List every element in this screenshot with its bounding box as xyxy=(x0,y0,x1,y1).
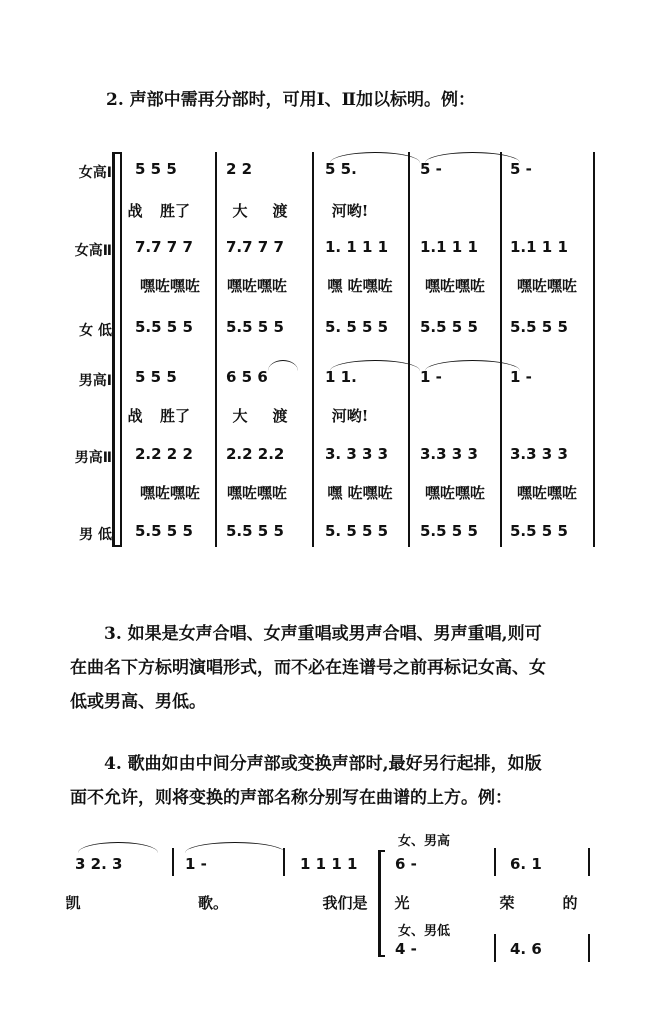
part-label: 女 低 xyxy=(79,323,112,339)
measure: 5 - xyxy=(510,160,532,178)
measure: 2.2 2 2 xyxy=(135,445,193,463)
measure: 5.5 5 5 xyxy=(226,318,284,336)
measure: 6 5 6 xyxy=(226,368,268,386)
measure: 6 - xyxy=(395,855,417,873)
measure: 5 5 5 xyxy=(135,160,177,178)
slur xyxy=(330,152,420,163)
slur xyxy=(185,842,285,853)
measure: 5 5. xyxy=(325,160,357,178)
measure: 5. 5 5 5 xyxy=(325,318,389,336)
intro-text: 2. 声部中需再分部时，可用Ⅰ、Ⅱ加以标明。例： xyxy=(106,90,475,110)
lyric: 嘿咗嘿咗 xyxy=(516,484,577,502)
slur xyxy=(330,360,420,371)
barline xyxy=(312,152,314,547)
lyric: 我们是 xyxy=(322,894,368,912)
measure: 5 - xyxy=(420,160,442,178)
lyric: 胜了 xyxy=(159,407,190,425)
lyric: 渡 xyxy=(272,407,288,425)
lyric: 嘿咗嘿咗 xyxy=(516,277,577,295)
measure: 1 1 1 1 xyxy=(300,855,358,873)
barline xyxy=(408,152,410,547)
barline xyxy=(500,152,502,547)
paragraph-4-line: 面不允许，则将变换的声部名称分别写在曲谱的上方。例： xyxy=(70,788,512,808)
lyric: 的 xyxy=(562,894,578,912)
slur xyxy=(425,360,520,371)
lyric: 战 xyxy=(127,202,143,220)
paragraph-4-line: 4. 歌曲如由中间分声部或变换声部时,最好另行起排，如版 xyxy=(104,754,542,774)
lyric: 歌。 xyxy=(197,894,228,912)
measure: 3.3 3 3 xyxy=(420,445,478,463)
slur xyxy=(268,360,298,371)
lyric: 嘿咗嘿咗 xyxy=(226,484,287,502)
measure: 5.5 5 5 xyxy=(135,318,193,336)
measure: 5 5 5 xyxy=(135,368,177,386)
part-row-4 xyxy=(0,368,658,398)
part-label: 男 低 xyxy=(79,527,112,543)
lyric: 光 xyxy=(394,894,410,912)
measure: 1 - xyxy=(185,855,207,873)
measure: 2.2 2.2 xyxy=(226,445,285,463)
measure: 5.5 5 5 xyxy=(510,318,568,336)
lyric: 嘿咗嘿咗 xyxy=(226,277,287,295)
barline xyxy=(588,848,590,876)
barline xyxy=(593,152,595,547)
lyric: 河哟! xyxy=(331,202,369,220)
lyrics-row-3 xyxy=(0,405,658,435)
voice-bracket xyxy=(378,850,385,957)
part-row-5 xyxy=(0,445,658,475)
measure: 2 2 xyxy=(226,160,253,178)
lyrics-row-2 xyxy=(0,275,658,305)
part-row-2 xyxy=(0,238,658,268)
lyric: 荣 xyxy=(499,894,515,912)
measure: 7.7 7 7 xyxy=(135,238,193,256)
lyric: 胜了 xyxy=(159,202,190,220)
part-label: 女高Ⅰ xyxy=(78,165,112,181)
measure: 6. 1 xyxy=(510,855,542,873)
lyric: 河哟! xyxy=(331,407,369,425)
lyric: 嘿咗嘿咗 xyxy=(139,277,200,295)
paragraph-3-line: 在曲名下方标明演唱形式，而不必在连谱号之前再标记女高、女 xyxy=(70,658,546,678)
paragraph-3 xyxy=(70,617,630,719)
barline xyxy=(494,848,496,876)
measure: 1. 1 1 1 xyxy=(325,238,389,256)
measure: 1 1. xyxy=(325,368,357,386)
measure: 5. 5 5 5 xyxy=(325,522,389,540)
paragraph-4 xyxy=(70,747,630,815)
lyric: 嘿咗嘿咗 xyxy=(139,484,200,502)
barline xyxy=(588,934,590,962)
measure: 1 - xyxy=(510,368,532,386)
measure: 5.5 5 5 xyxy=(420,318,478,336)
lyric: 凯 xyxy=(65,894,81,912)
measure: 4. 6 xyxy=(510,940,542,958)
barline xyxy=(172,848,174,876)
measure: 5.5 5 5 xyxy=(510,522,568,540)
barline xyxy=(494,934,496,962)
measure: 1.1 1 1 xyxy=(510,238,568,256)
measure: 3. 3 3 3 xyxy=(325,445,389,463)
slur xyxy=(78,842,158,853)
measure: 5.5 5 5 xyxy=(135,522,193,540)
lyric: 嘿 咗嘿咗 xyxy=(327,277,393,295)
measure: 1 - xyxy=(420,368,442,386)
measure: 5.5 5 5 xyxy=(420,522,478,540)
lyrics-row-4 xyxy=(0,482,658,512)
measure: 4 - xyxy=(395,940,417,958)
paragraph-3-line: 3. 如果是女声合唱、女声重唱或男声合唱、男声重唱,则可 xyxy=(104,624,542,644)
lyric: 大 xyxy=(232,202,248,220)
upper-voice-label: 女、男高 xyxy=(398,834,451,849)
lyric: 渡 xyxy=(272,202,288,220)
lyric: 战 xyxy=(127,407,143,425)
measure: 3.3 3 3 xyxy=(510,445,568,463)
lyric: 大 xyxy=(232,407,248,425)
part-label: 男高Ⅰ xyxy=(78,373,112,389)
barline xyxy=(215,152,217,547)
lyric: 嘿咗嘿咗 xyxy=(424,484,485,502)
measure: 1.1 1 1 xyxy=(420,238,478,256)
paragraph-3-line: 低或男高、男低。 xyxy=(70,692,206,712)
lyrics-row-1 xyxy=(0,200,658,230)
measure: 7.7 7 7 xyxy=(226,238,284,256)
slur xyxy=(425,152,520,163)
lyric: 嘿咗嘿咗 xyxy=(424,277,485,295)
lyric: 嘿 咗嘿咗 xyxy=(327,484,393,502)
measure: 5.5 5 5 xyxy=(226,522,284,540)
lower-voice-label: 女、男低 xyxy=(398,924,451,939)
part-row-6 xyxy=(0,522,658,552)
part-row-3 xyxy=(0,318,658,348)
part-row-1 xyxy=(0,160,658,190)
part-label: 男高Ⅱ xyxy=(74,450,112,466)
measure: 3 2. 3 xyxy=(75,855,123,873)
part-label: 女高Ⅱ xyxy=(74,243,112,259)
